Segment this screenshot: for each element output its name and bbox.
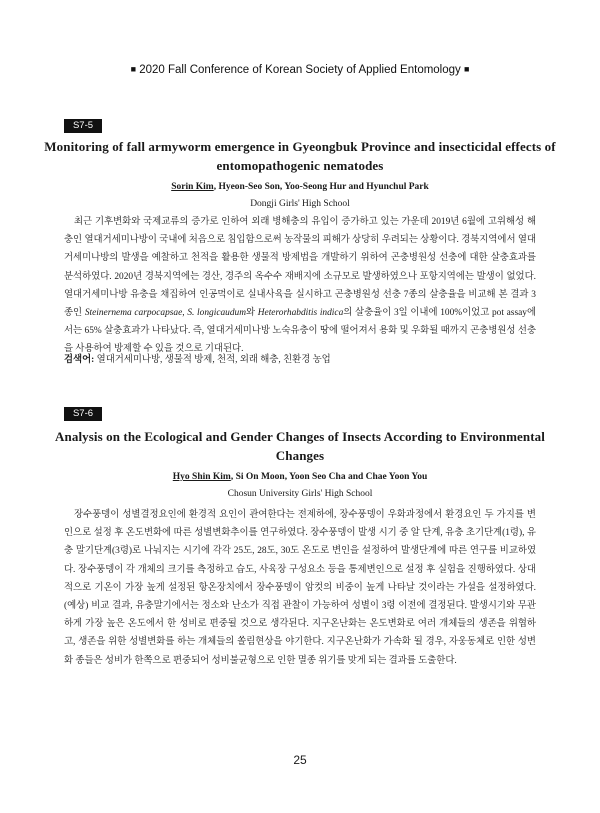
abstract-text: ,	[182, 308, 188, 319]
co-authors: , Si On Moon, Yoon Seo Cha and Chae Yoon You	[230, 472, 428, 482]
abstract-text: 의 살충율이 3일 이내에 100%이었고 pot assay에서는 65% 살충효과가 나타났다. 즉, 열대거세미나방 노숙유충이 땅에 떨어져서 용화 및 우화될 때까지 곤충병원성 선충을 사용하여 방제할 수 있을 것으로 기대된다.	[64, 308, 537, 355]
abstract	[64, 213, 536, 359]
session-code-badge: S7-5	[64, 119, 102, 133]
co-authors: , Hyeon-Seo Son, Yoo-Seong Hur and Hyunchul Park	[213, 182, 429, 192]
affiliation: Chosun University Girls' High School	[227, 489, 373, 499]
conference-title: 2020 Fall Conference of Korean Society of Applied Entomology	[139, 64, 461, 76]
abstract: 장수풍뎅이 성별결정요인에 환경적 요인이 관여한다는 전제하에, 장수풍뎅이 우화과정에서 환경요인 두 가지를 변인으로 설정 후 온도변화에 따른 성별변화추이를 연구하였다. 장수풍뎅이 발생 시기 중 알 단계, 유충 초기단계(1령), 유충 말기단계(3령)로 나눠지는 시기에 각각 25도, 28도, 30도 온도로 변인을 설정하여 발생단계에 따른 연구를 비교하였다. 장수풍뎅이 각 개체의 크기를 측정하고 습도, 사육장 구성요소 등을 통제변인으로 설정 후 실험을 진행하였다. 상대적으로 기온이 가장 높게 설정된 항온장치에서 장수풍뎅이 암컷의 비중이 높게 나타날 것이라는 가설을 설정하였다. (예상) 비교 결과, 유충말기에서는 정소와 난소가 직접 관찰이 가능하여 성별이 3령 이전에 결정된다. 발생시기와 무관하게 가장 높은 온도에서 한 성비로 편중될 것으로 생각된다. 지구온난화는 온도변화로 여러 개체들의 생존을 위협하고, 생존을 위한 성별변화를 하는 개체들의 쏠림현상을 야기한다. 지구온난화가 가속화 될 경우, 자웅동체로 인한 성변화 종들은 성비가 한쪽으로 편중되어 성비불균형으로 인한 멸종 위기를 맞게 되는 결과를 도출한다.	[64, 510, 536, 666]
keywords	[64, 351, 536, 369]
paper-title: Monitoring of fall armyworm emergence in Gyeongbuk Province and insecticidal effects of entomopathogenic nematodes	[44, 139, 556, 173]
affiliation: Dongji Girls' High School	[250, 199, 350, 209]
square-bullet-icon: ■	[463, 64, 470, 74]
abstract-text: 와	[246, 308, 258, 319]
author-list	[0, 472, 600, 482]
abstract-text: 최근 기후변화와 국제교류의 증가로 인하여 외래 병해충의 유입이 증가하고 있는 가운데 2019년 6월에 고위해성 해충인 열대거세미나방이 국내에 처음으로 침입함으로써 농작물의 피해가 상당히 우려되는 상황이다. 경북지역에서 열대거세미나방의 발생을 예찰하고 천적을 활용한 생물적 방제법을 개발하기 위하여 곤충병원성 선충에 대한 살충효과를 분석하였다. 2020년 경북지역에는 경산, 경주의 옥수수 재배지에 소규모로 발생하였으나 포항지역에는 발생이 없었다. 열대거세미나방 유충을 채집하여 인공먹이로 실내사육을 실시하고 곤충병원성 선충 7종의 살충율을 비교해 본 결과 3종인	[64, 217, 536, 319]
running-header	[0, 64, 600, 76]
paper-title: Analysis on the Ecological and Gender Changes of Insects According to Environmental Changes	[55, 429, 545, 463]
species-name: S. longicaudum	[187, 308, 247, 319]
session-code-badge: S7-6	[64, 407, 102, 421]
square-bullet-icon: ■	[130, 64, 137, 74]
keywords-label: 검색어:	[64, 355, 95, 365]
species-name: Heterorhabditis indica	[257, 308, 344, 319]
author-list	[0, 182, 600, 192]
presenting-author: Hyo Shin Kim	[172, 472, 231, 482]
presenting-author: Sorin Kim	[171, 182, 214, 192]
species-name: Steinernema carpocapsae	[84, 308, 183, 319]
keywords-list: 열대거세미나방, 생물적 방제, 천적, 외래 해충, 친환경 농업	[94, 355, 331, 365]
page-number: 25	[293, 753, 307, 767]
